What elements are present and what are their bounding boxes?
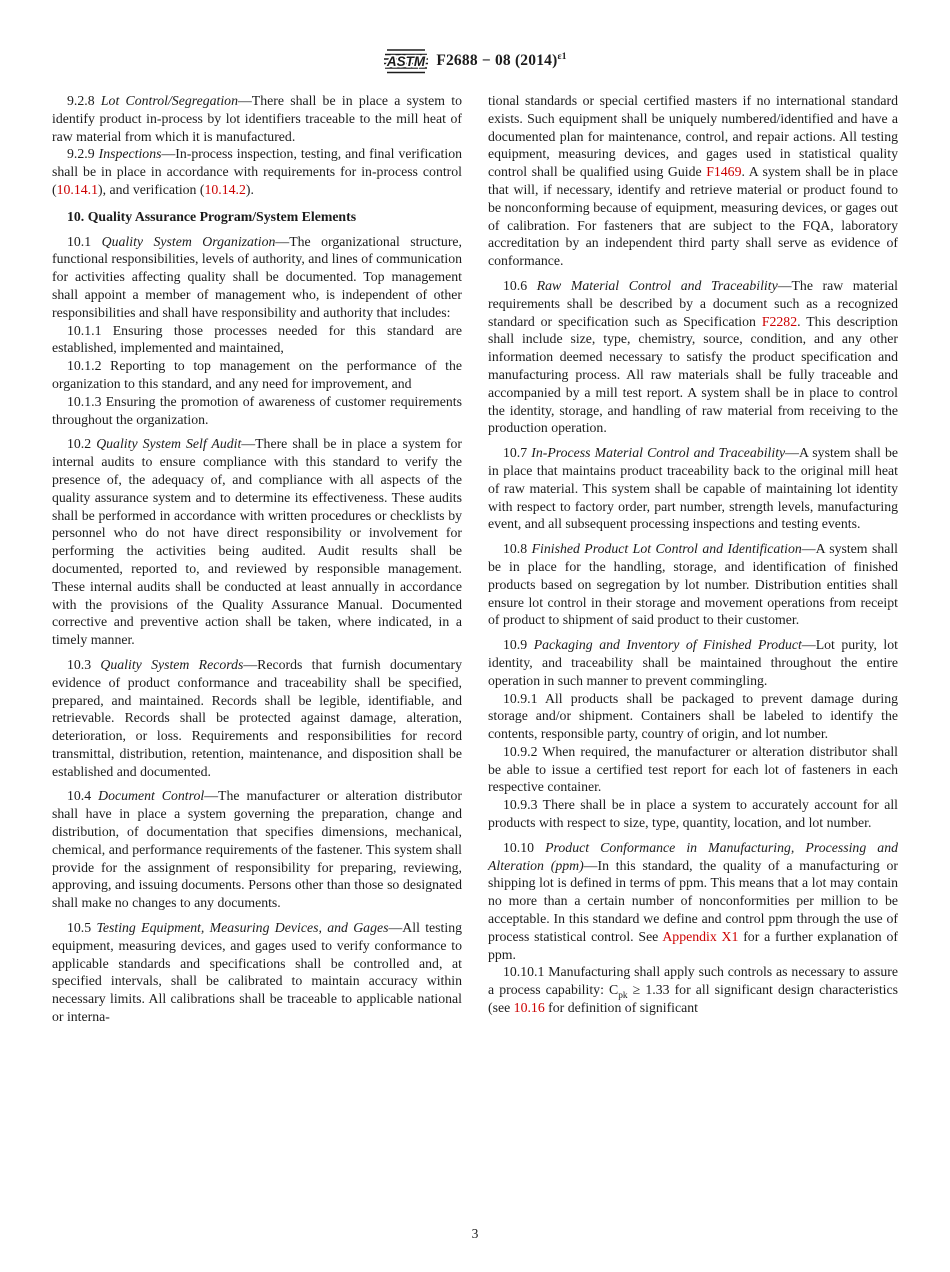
text-run: 10.10.1 Manufacturing shall apply such controls as necessary to assure a process capability: C — [488, 964, 898, 998]
paragraph — [52, 233, 462, 322]
text-run: —There shall be in place a system for internal audits to ensure compliance with this standard to verify the presence of, the adequacy of, and compliance with all aspects of the quality assurance system and to determine its effectiveness. These audits shall be performed in accordance with written procedures or checklists by personnel who do not have direct responsibility or involvement for performing the activities being audited. Audit results shall be documented, reported to, and reviewed by responsible management. These internal audits shall be conducted at least annually in accordance with the provisions of the Quality Assurance Manual. Documented corrective and preventive action shall be taken, where indicated, in a timely manner. — [52, 436, 463, 648]
text-run: —Records that furnish documentary evidence of product conformance and traceability shall be specified, prepared, and maintained. Records shall be legible, identifiable, and retrievable. Records shall be protected against damage, alteration, deterioration, or loss. Requirements and responsibilities for record transmittal, distribution, retention, maintenance, and disposition shall be established and documented. — [52, 656, 463, 779]
text-run: Lot Control/Segregation — [100, 93, 238, 108]
text-run: Raw Material Control and Traceability — [536, 277, 778, 293]
paragraph — [52, 656, 462, 781]
text-run: Quality System Self Audit — [96, 436, 242, 452]
ref-link[interactable]: 10.14.1 — [56, 181, 98, 197]
text-run: 10.3 — [67, 656, 101, 672]
text-run: 10.10 — [503, 839, 546, 855]
text-run: 10. Quality Assurance Program/System Elements — [67, 208, 357, 224]
text-run: —In-process inspection, testing, and final verification shall be in place in accordance with requirements for in-process control ( — [52, 146, 463, 197]
text-run: In-Process Material Control and Traceability — [531, 445, 786, 461]
right-column — [488, 92, 898, 1026]
page-number: 3 — [471, 1226, 479, 1241]
ref-link[interactable]: F1469 — [706, 164, 742, 180]
designation-superscript: ε1 — [557, 51, 567, 62]
text-run: 10.1.2 Reporting to top management on the performance of the organization to this standard, and any need for improvement, and — [52, 358, 462, 391]
text-run: 10.6 — [503, 277, 537, 293]
text-run: Quality System Records — [100, 656, 244, 672]
text-run: 10.7 — [503, 445, 532, 461]
astm-logo-icon — [383, 46, 429, 76]
text-run: Document Control — [98, 788, 205, 804]
text-run: ), and verification ( — [98, 181, 205, 197]
paragraph — [488, 796, 898, 832]
text-run: pk — [618, 991, 628, 1001]
text-run: —Lot purity, lot identity, and traceability shall be maintained throughout the entire operation in such manner to prevent commingling. — [488, 637, 898, 688]
text-run: for a further explanation of ppm. — [488, 928, 898, 962]
text-run: Testing Equipment, Measuring Devices, and Gages — [96, 920, 389, 936]
text-run: —In this standard, the quality of a manufacturing or shipping lot is defined in terms of ppm. This means that a lot may contain no more than a certain number of nonconformities per million to be acceptable. In this standard we define and control ppm through the use of process statistical control. See — [488, 857, 898, 944]
page-header — [0, 0, 950, 76]
text-run: 10.8 — [503, 541, 532, 557]
text-run: 10.1.1 Ensuring those processes needed for this standard are established, implemented and maintained, — [52, 322, 462, 356]
text-run: 9.2.9 — [67, 146, 99, 162]
paragraph — [488, 277, 898, 437]
paragraph — [52, 322, 462, 358]
ref-link[interactable]: F2282 — [761, 313, 798, 329]
ref-link[interactable]: 10.16 — [513, 1000, 545, 1016]
page-footer — [0, 1226, 950, 1242]
text-run: —All testing equipment, measuring devices, and gages used to verify conformance to applicable standards and specifications shall be controlled and, at specified intervals, shall be calibrated to maintain accuracy within necessary limits. All calibrations shall be traceable to applicable national or interna- — [52, 920, 462, 1025]
paragraph — [488, 444, 898, 533]
paragraph — [52, 919, 462, 1026]
text-run: for definition of significant — [544, 1000, 698, 1016]
paragraph — [52, 145, 462, 198]
text-run: 10.9.1 All products shall be packaged to prevent damage during storage and/or shipment. Containers shall be labeled to identify the contents, responsible party, country of origin, and lot number. — [488, 690, 898, 742]
paragraph — [52, 787, 462, 912]
paragraph — [488, 743, 898, 796]
text-run: . A system shall be in place that will, if necessary, identify and retrieve material or product found to be nonconforming because of equipment, measuring devices, or gages out of calibration. For fasteners that are subject to the FQA, laboratory accreditation by an independent third party shall serve as evidence of conformance. — [488, 164, 898, 269]
text-run: —A system shall be in place for the handling, storage, and identification of finished products based on segregation by lot number. Distribution entities shall ensure lot control in their storage and movement operations from receipt of product to shipment of said product to their customer. — [488, 541, 899, 628]
paragraph — [52, 92, 462, 145]
paragraph — [488, 540, 898, 629]
text-run: 10.2 — [67, 436, 97, 452]
text-run: —The raw material requirements shall be described by a document such as a recognized standard or specification such as Specification — [488, 277, 899, 329]
text-run: —A system shall be in place that maintains product traceability back to the original mill heat of raw material. This system shall be capable of maintaining lot identity with respect to factory order, part number, strength levels, manufacturing event, and all subsequent processing inspections and testing events. — [488, 445, 898, 532]
text-run: 10.5 — [67, 920, 97, 936]
text-run: 10.9.3 There shall be in place a system to accurately account for all products with respect to size, type, quantity, location, and lot number. — [488, 797, 898, 831]
left-column — [52, 92, 462, 1026]
body-columns — [0, 76, 950, 1026]
paragraph — [488, 92, 898, 270]
text-run: tional standards or special certified masters if no international standard exists. Such equipment shall be uniquely numbered/identified and have a documented plan for maintenance, control, and repair actions. All testing equipment, measuring devices, and gages used in statistical quality control shall be qualified using Guide — [488, 93, 898, 180]
ref-link[interactable]: 10.14.2 — [204, 181, 246, 197]
text-run: 10.9 — [503, 637, 534, 653]
ref-link[interactable]: Appendix X1 — [662, 928, 739, 944]
text-run: 9.2.8 — [67, 93, 101, 108]
text-run: Finished Product Lot Control and Identification — [531, 541, 802, 557]
paragraph — [488, 963, 898, 1016]
text-run: 10.4 — [67, 788, 99, 804]
designation-text: F2688 − 08 (2014) — [436, 52, 558, 70]
text-run: 10.1.3 Ensuring the promotion of awareness of customer requirements throughout the organization. — [52, 393, 462, 427]
text-run: —The organizational structure, functional responsibilities, levels of authority, and lines of communication for activities affecting quality shall be documented. Top management shall appoint a member of management who, is independent of other responsibilities and shall have responsibility and authority that includes: — [52, 233, 462, 320]
text-run: ≥ 1.33 for all significant design characteristics (see — [488, 982, 898, 1016]
section-heading — [52, 208, 462, 226]
paragraph — [488, 636, 898, 689]
text-run: Inspections — [98, 146, 162, 162]
paragraph — [52, 393, 462, 429]
text-run: ). — [245, 181, 254, 197]
paragraph — [488, 839, 898, 964]
text-run: Product Conformance in Manufacturing, Processing and Alteration (ppm) — [488, 839, 898, 873]
paragraph — [52, 435, 462, 649]
paragraph — [488, 690, 898, 743]
standard-designation — [436, 52, 566, 70]
text-run: Quality System Organization — [101, 233, 276, 249]
text-run: . This description shall include size, type, chemistry, source, condition, and any other information deemed necessary to satisfy the product specification and manufacturing process. All raw materials shall be fully traceable and accompanied by a mill test report. A system shall be in place to control the identity, storage, and handling of raw material from receiving to the production operation. — [488, 313, 898, 436]
astm-logo-text: ASTM — [387, 54, 426, 69]
text-run: 10.1 — [67, 233, 102, 249]
text-run: —There shall be in place a system to identify product in-process by lot identifiers traceable to the mill heat of raw material from which it is manufactured. — [52, 93, 462, 144]
paragraph — [52, 357, 462, 393]
text-run: Packaging and Inventory of Finished Product — [533, 637, 802, 653]
text-run: 10.9.2 When required, the manufacturer or alteration distributor shall be able to issue a certified test report for each lot of fasteners in each respective container. — [488, 743, 898, 795]
text-run: —The manufacturer or alteration distributor shall have in place a system governing the preparation, change and distribution, of documentation that specifies dimensions, mechanical, chemical, and performance requirements of the fastener. This system shall provide for the assignment of responsibility for preparing, reviewing, approving, and issuing documents. Persons other than those so designated shall make no changes to any documents. — [52, 788, 463, 911]
